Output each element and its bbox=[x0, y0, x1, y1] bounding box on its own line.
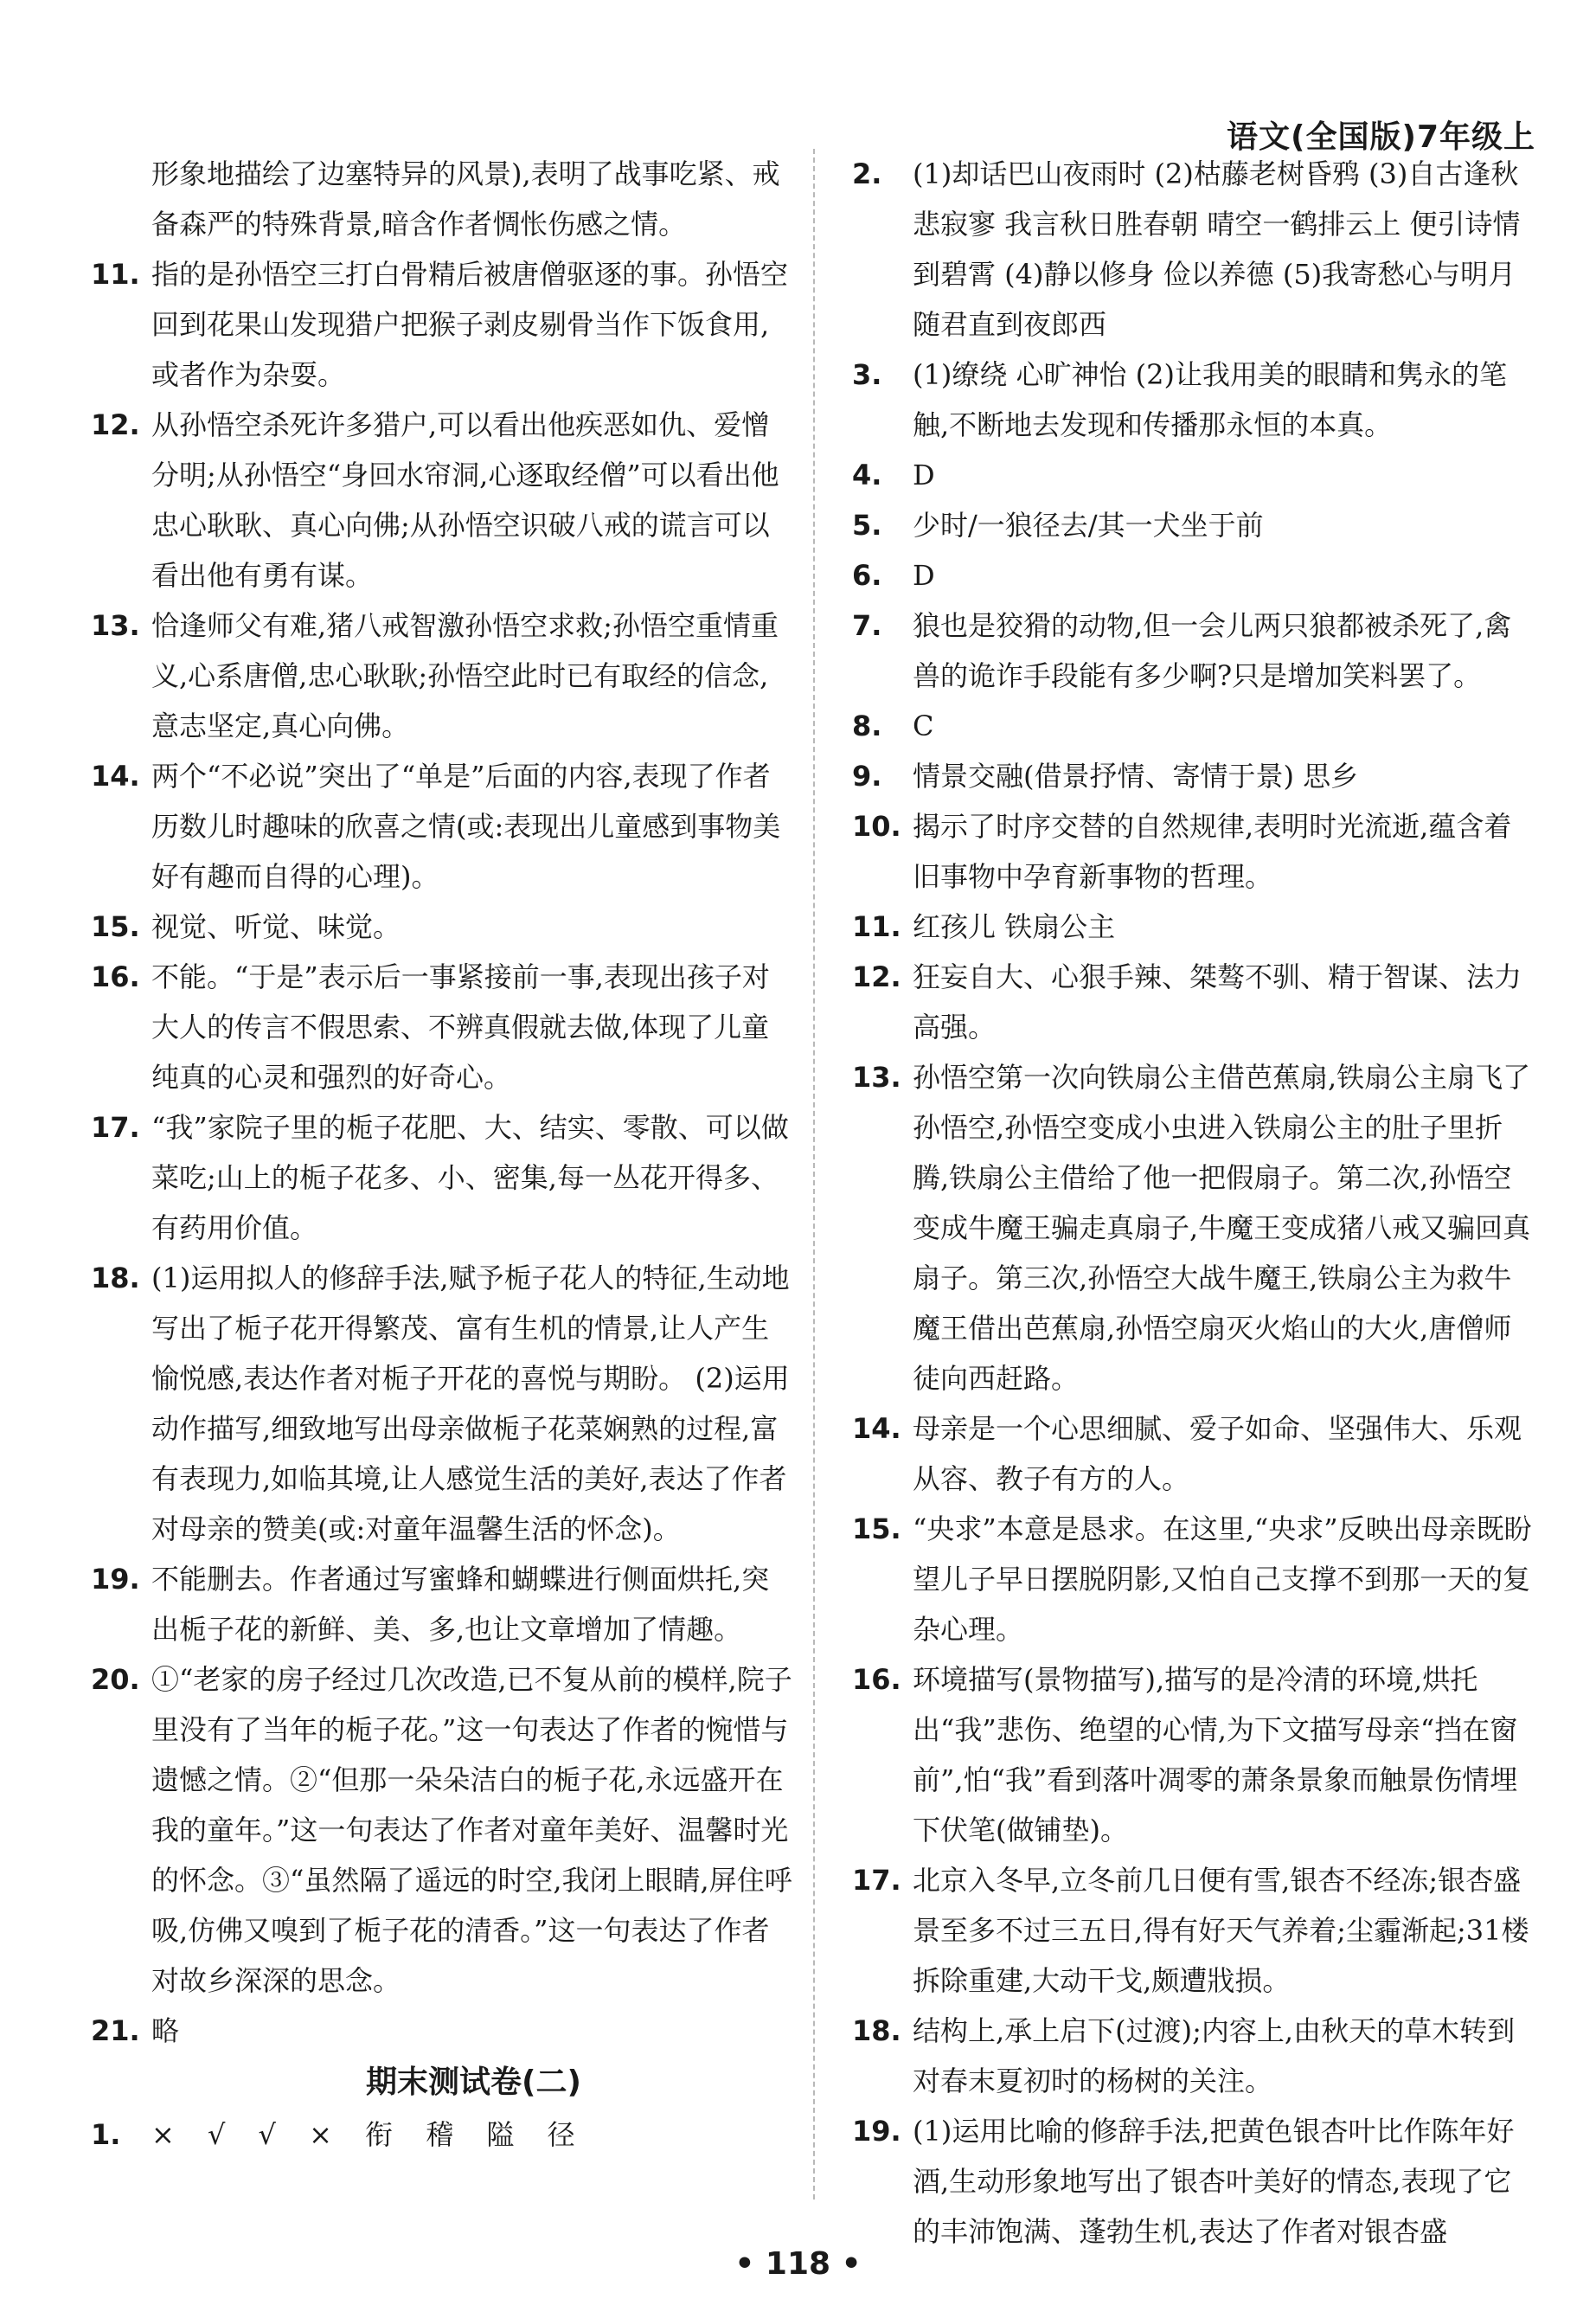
item-number: 15. bbox=[91, 910, 140, 943]
answer-item bbox=[91, 902, 796, 952]
item-number: 9. bbox=[852, 760, 882, 793]
item-text: 指的是孙悟空三打白骨精后被唐僧驱逐的事。孙悟空回到花果山发现猎户把猴子剥皮剔骨当作下饭食用,或者作为杂耍。 bbox=[151, 258, 789, 391]
mark: 隘 bbox=[486, 2118, 515, 2151]
mark: × bbox=[309, 2118, 332, 2151]
item-text: 略 bbox=[151, 2014, 180, 2047]
item-number: 12. bbox=[852, 960, 901, 993]
answer-item bbox=[852, 600, 1535, 701]
item-number: 11. bbox=[91, 258, 140, 291]
item-text: 北京入冬早,立冬前几日便有雪,银杏不经冻;银杏盛景至多不过三五日,得有好天气养着;尘霾渐起;31楼拆除重建,大动干戈,颇遭戕损。 bbox=[913, 1864, 1529, 1997]
answer-item bbox=[852, 550, 1535, 600]
item-number: 17. bbox=[852, 1864, 901, 1897]
answer-item bbox=[91, 2006, 796, 2056]
answer-item bbox=[852, 350, 1535, 450]
item-text: 狂妄自大、心狠手辣、桀骜不驯、精于智谋、法力高强。 bbox=[913, 960, 1522, 1044]
answer-item bbox=[91, 1102, 796, 1253]
item-number: 18. bbox=[852, 2014, 901, 2047]
item-text: 不能。“于是”表示后一事紧接前一事,表现出孩子对大人的传言不假思索、不辨真假就去做,体现了儿童纯真的心灵和强烈的好奇心。 bbox=[151, 960, 770, 1094]
item-text: 狼也是狡猾的动物,但一会儿两只狼都被杀死了,禽兽的诡诈手段能有多少啊?只是增加笑料罢了。 bbox=[913, 609, 1512, 692]
item-text: 红孩儿 铁扇公主 bbox=[913, 910, 1116, 943]
item-text: D bbox=[913, 459, 935, 491]
page-header: 语文(全国版)7年级上 bbox=[1227, 119, 1535, 155]
item-text: “我”家院子里的栀子花肥、大、结实、零散、可以做菜吃;山上的栀子花多、小、密集,每一丛花开得多、有药用价值。 bbox=[151, 1111, 789, 1244]
item-number: 4. bbox=[852, 459, 882, 491]
right-column bbox=[852, 149, 1535, 2257]
item-text: C bbox=[913, 710, 934, 742]
item-text: 情景交融(借景抒情、寄情于景) 思乡 bbox=[913, 760, 1359, 793]
answer-item bbox=[91, 1554, 796, 1654]
answer-item bbox=[852, 1504, 1535, 1654]
item-number: 10. bbox=[852, 810, 901, 843]
item-number: 16. bbox=[852, 1663, 901, 1696]
item-number: 7. bbox=[852, 609, 882, 642]
answer-item bbox=[852, 1403, 1535, 1504]
item-text: 不能删去。作者通过写蜜蜂和蝴蝶进行侧面烘托,突出栀子花的新鲜、美、多,也让文章增加了情趣。 bbox=[151, 1563, 770, 1646]
item-number: 8. bbox=[852, 710, 882, 742]
item-text: 视觉、听觉、味觉。 bbox=[151, 910, 401, 943]
item-number: 14. bbox=[91, 760, 140, 793]
item-text: 从孙悟空杀死许多猎户,可以看出他疾恶如仇、爱憎分明;从孙悟空“身回水帘洞,心逐取经僧”可以看出他忠心耿耿、真心向佛;从孙悟空识破八戒的谎言可以看出他有勇有谋。 bbox=[151, 408, 779, 592]
item-number: 19. bbox=[91, 1563, 140, 1596]
mark: √ bbox=[207, 2118, 226, 2151]
answer-item bbox=[852, 450, 1535, 500]
item-number: 12. bbox=[91, 408, 140, 441]
item-text: D bbox=[913, 559, 935, 592]
answer-item bbox=[852, 2006, 1535, 2106]
item-number: 21. bbox=[91, 2014, 140, 2047]
item-text: (1)却话巴山夜雨时 (2)枯藤老树昏鸦 (3)自古逢秋悲寂寥 我言秋日胜春朝 晴空一鹤排云上 便引诗情到碧霄 (4)静以修身 俭以养德 (5)我寄愁心与明月 随君直到夜郎西 bbox=[913, 157, 1521, 341]
item-text: 恰逢师父有难,猪八戒智激孙悟空求救;孙悟空重情重义,心系唐僧,忠心耿耿;孙悟空此时已有取经的信念,意志坚定,真心向佛。 bbox=[151, 609, 779, 742]
answer-item bbox=[852, 701, 1535, 751]
answer-item bbox=[91, 400, 796, 600]
answer-item bbox=[852, 1855, 1535, 2006]
right-answer-list bbox=[852, 149, 1535, 2257]
answer-item bbox=[852, 149, 1535, 350]
item-number: 18. bbox=[91, 1262, 140, 1294]
item-text: ①“老家的房子经过几次改造,已不复从前的模样,院子里没有了当年的栀子花。”这一句表达了作者的惋惜与遗憾之情。②“但那一朵朵洁白的栀子花,永远盛开在我的童年。”这一句表达了作者对童年美好、温馨时光的怀念。③“虽然隔了遥远的时空,我闭上眼睛,屏住呼吸,仿佛又嗅到了栀子花的清香。”这一句表达了作者对故乡深深的思念。 bbox=[151, 1663, 792, 1997]
answer-item bbox=[852, 751, 1535, 801]
item-number: 13. bbox=[91, 609, 140, 642]
item-number: 1. bbox=[91, 2118, 121, 2151]
item-number: 3. bbox=[852, 358, 882, 391]
answer-item bbox=[91, 751, 796, 902]
item-number: 11. bbox=[852, 910, 901, 943]
item-number: 16. bbox=[91, 960, 140, 993]
mark: 衔 bbox=[365, 2118, 394, 2151]
left-answer-list bbox=[91, 249, 796, 2056]
section-title: 期末测试卷(二) bbox=[366, 2065, 581, 2100]
column-divider bbox=[813, 149, 815, 2199]
mark: 径 bbox=[547, 2118, 575, 2151]
continued-answer: 形象地描绘了边塞特异的风景),表明了战事吃紧、戒备森严的特殊背景,暗含作者惆怅伤感之情。 bbox=[151, 157, 780, 241]
mark: × bbox=[151, 2118, 175, 2151]
left-column bbox=[91, 149, 796, 2160]
item-text: 孙悟空第一次向铁扇公主借芭蕉扇,铁扇公主扇飞了孙悟空,孙悟空变成小虫进入铁扇公主的肚子里折腾,铁扇公主借给了他一把假扇子。第二次,孙悟空变成牛魔王骗走真扇子,牛魔王变成猪八戒又骗回真扇子。第三次,孙悟空大战牛魔王,铁扇公主为救牛魔王借出芭蕉扇,孙悟空扇灭火焰山的大火,唐僧师徒向西赶路。 bbox=[913, 1061, 1531, 1395]
mark: √ bbox=[258, 2118, 276, 2151]
item-text: 少时/一狼径去/其一犬坐于前 bbox=[913, 509, 1264, 542]
answer-item bbox=[91, 249, 796, 400]
answer-item bbox=[852, 952, 1535, 1052]
item-number: 14. bbox=[852, 1412, 901, 1445]
answer-item bbox=[852, 1654, 1535, 1855]
answer-item bbox=[852, 801, 1535, 902]
item-text: 环境描写(景物描写),描写的是冷清的环境,烘托出“我”悲伤、绝望的心情,为下文描写母亲“挡在窗前”,怕“我”看到落叶凋零的萧条景象而触景伤情埋下伏笔(做铺垫)。 bbox=[913, 1663, 1518, 1846]
item-text: (1)运用拟人的修辞手法,赋予栀子花人的特征,生动地写出了栀子花开得繁茂、富有生机的情景,让人产生愉悦感,表达作者对栀子开花的喜悦与期盼。 (2)运用动作描写,细致地写出母亲做栀子花菜娴熟的过程,富有表现力,如临其境,让人感觉生活的美好,表达了作者对母亲的赞美(或:对童年温馨生活的怀念)。 bbox=[151, 1262, 790, 1545]
item-number: 20. bbox=[91, 1663, 140, 1696]
page-number: • 118 • bbox=[734, 2246, 862, 2282]
answer-item bbox=[91, 1253, 796, 1554]
item-text: 两个“不必说”突出了“单是”后面的内容,表现了作者历数儿时趣味的欣喜之情(或:表现出儿童感到事物美好有趣而自得的心理)。 bbox=[151, 760, 781, 893]
answer-item bbox=[852, 500, 1535, 550]
item-text: (1)运用比喻的修辞手法,把黄色银杏叶比作陈年好酒,生动形象地写出了银杏叶美好的情态,表现了它的丰沛饱满、蓬勃生机,表达了作者对银杏盛 bbox=[913, 2115, 1515, 2248]
answer-item bbox=[852, 1052, 1535, 1403]
item-number: 6. bbox=[852, 559, 882, 592]
item-number: 19. bbox=[852, 2115, 901, 2148]
item-number: 5. bbox=[852, 509, 882, 542]
item-number: 13. bbox=[852, 1061, 901, 1094]
item-number: 2. bbox=[852, 157, 882, 190]
item-text: “央求”本意是恳求。在这里,“央求”反映出母亲既盼望儿子早日摆脱阴影,又怕自己支撑不到那一天的复杂心理。 bbox=[913, 1512, 1532, 1646]
mark: 稽 bbox=[426, 2118, 454, 2151]
answer-item bbox=[91, 1654, 796, 2006]
item-text: 结构上,承上启下(过渡);内容上,由秋天的草木转到对春末夏初时的杨树的关注。 bbox=[913, 2014, 1516, 2097]
answer-item bbox=[852, 2106, 1535, 2257]
item-text: 揭示了时序交替的自然规律,表明时光流逝,蕴含着旧事物中孕育新事物的哲理。 bbox=[913, 810, 1512, 893]
answer-item bbox=[91, 2110, 796, 2160]
answer-item bbox=[852, 902, 1535, 952]
item-text: (1)缭绕 心旷神怡 (2)让我用美的眼睛和隽永的笔触,不断地去发现和传播那永恒的本真。 bbox=[913, 358, 1508, 441]
item-text: 母亲是一个心思细腻、爱子如命、坚强伟大、乐观从容、教子有方的人。 bbox=[913, 1412, 1522, 1495]
item-number: 17. bbox=[91, 1111, 140, 1144]
item-number: 15. bbox=[852, 1512, 901, 1545]
answer-item bbox=[91, 600, 796, 751]
answer-item bbox=[91, 952, 796, 1102]
